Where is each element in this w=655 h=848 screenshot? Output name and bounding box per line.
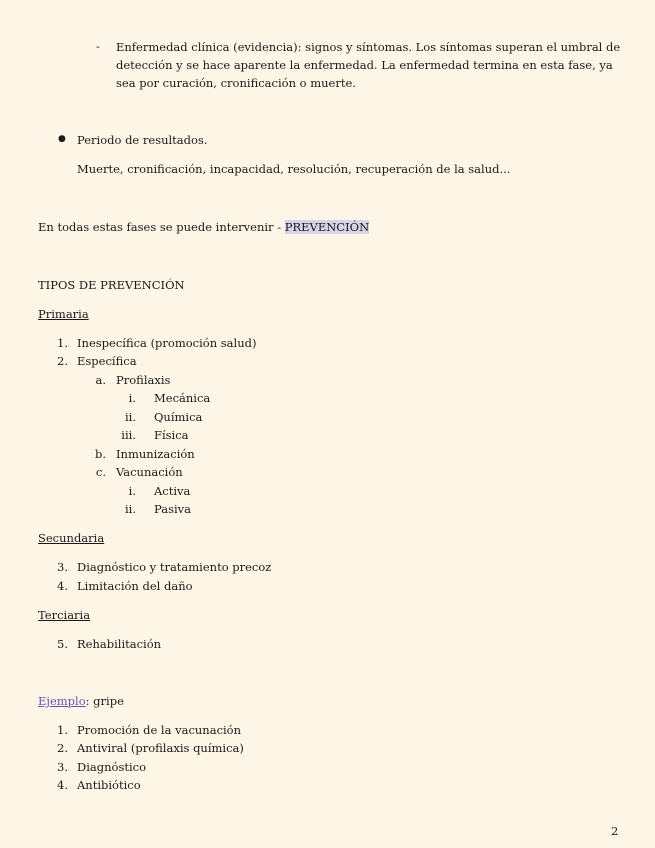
list-letter: c. [95, 465, 106, 479]
list-item: Física [154, 428, 189, 442]
ejemplo-link[interactable]: Ejemplo [38, 694, 86, 708]
onset-paragraph: Enfermedad clínica (evidencia): signos y síntomas. Los síntomas superan el umbral de detección y se hace aparente la enfermedad. La enfermedad termina en esta fase, ya sea por curación, cronificación o muerte. [116, 40, 621, 90]
ejemplo-line [38, 694, 124, 708]
primaria-heading: Primaria [38, 307, 89, 321]
list-roman: ii. [124, 410, 136, 424]
types-title: TIPOS DE PREVENCIÓN [38, 278, 185, 292]
list-item: Química [154, 410, 203, 424]
list-number: 4. [57, 778, 68, 792]
results-title: Periodo de resultados. [77, 133, 208, 147]
list-item: Antibiótico [77, 778, 141, 792]
phases-text: En todas estas fases se puede intervenir - [38, 220, 285, 234]
list-roman: ii. [124, 502, 136, 516]
list-item-inmunizacion: Inmunización [116, 447, 195, 461]
list-item: Diagnóstico y tratamiento precoz [77, 560, 272, 574]
list-item-vacunacion: Vacunación [116, 465, 183, 479]
list-item: Limitación del daño [77, 579, 193, 593]
list-number: 2. [57, 741, 68, 755]
list-roman: iii. [121, 428, 136, 442]
list-number: 1. [57, 723, 68, 737]
list-number: 2. [57, 354, 68, 368]
page-number: 2 [611, 824, 619, 838]
list-item: Activa [154, 484, 191, 498]
results-text: Muerte, cronificación, incapacidad, resolución, recuperación de la salud... [77, 162, 511, 176]
list-number: 4. [57, 579, 68, 593]
list-roman: i. [128, 391, 136, 405]
list-item: Promoción de la vacunación [77, 723, 242, 737]
list-number: 3. [57, 760, 68, 774]
list-number: 1. [57, 336, 68, 350]
ejemplo-text: : gripe [85, 694, 124, 708]
list-item: Rehabilitación [77, 637, 162, 651]
list-letter: a. [95, 373, 106, 387]
list-roman: i. [128, 484, 136, 498]
list-item: Mecánica [154, 391, 211, 405]
secundaria-heading: Secundaria [38, 531, 105, 545]
dash-marker: - [96, 39, 100, 53]
list-item: Diagnóstico [77, 760, 147, 774]
list-number: 5. [57, 637, 68, 651]
list-item: Inespecífica (promoción salud) [77, 336, 257, 350]
list-number: 3. [57, 560, 68, 574]
bullet-marker: ● [58, 134, 66, 144]
phases-line [38, 220, 369, 234]
prevencion-highlight: PREVENCIÓN [284, 220, 370, 234]
list-item: Específica [77, 354, 137, 368]
terciaria-heading: Terciaria [38, 608, 91, 622]
list-letter: b. [94, 447, 106, 461]
list-item: Antiviral (profilaxis química) [77, 741, 244, 755]
list-item: Pasiva [154, 502, 192, 516]
list-item-profilaxis: Profilaxis [116, 373, 171, 387]
